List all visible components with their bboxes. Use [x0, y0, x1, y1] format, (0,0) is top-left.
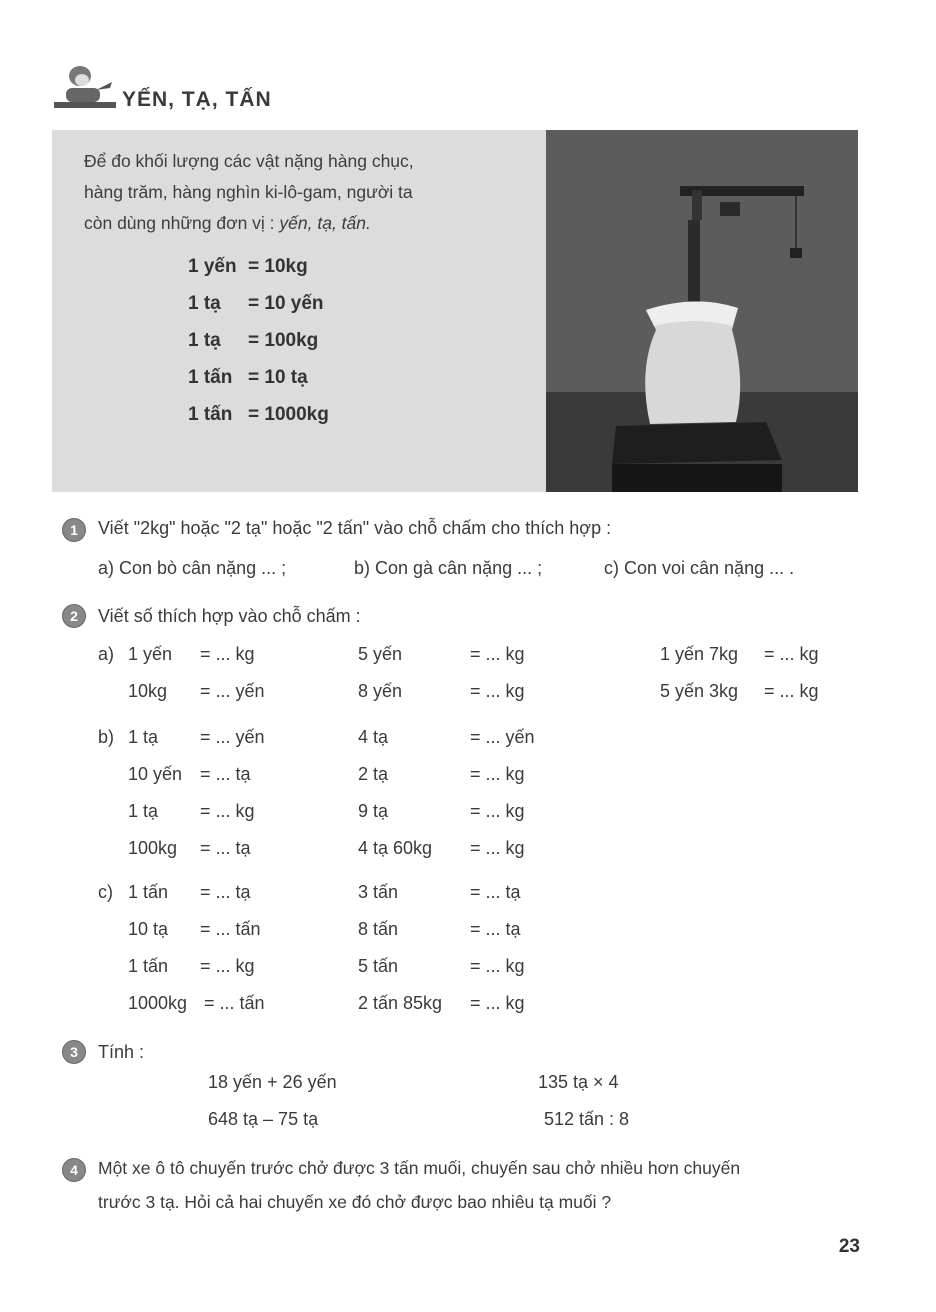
- unit-rhs: = 1000kg: [248, 404, 329, 425]
- cell: = ... yến: [470, 727, 535, 747]
- exercise-1-number-icon: 1: [62, 518, 86, 542]
- cell: = ... kg: [200, 801, 255, 821]
- cell: = ... kg: [470, 764, 525, 784]
- exercise-3-item: 512 tấn : 8: [544, 1109, 630, 1129]
- exercise-3-prompt: Tính :: [98, 1042, 145, 1062]
- exercise-3-item: 18 yến + 26 yến: [208, 1072, 337, 1092]
- cell: 4 tạ: [358, 727, 389, 747]
- cell: 1 yến 7kg: [660, 644, 739, 664]
- cell: = ... yến: [200, 681, 265, 701]
- cell: 10 tạ: [128, 919, 169, 939]
- intro-line-3-plain: còn dùng những đơn vị :: [84, 213, 280, 233]
- cell: = ... kg: [470, 838, 525, 858]
- cell: 4 tạ 60kg: [358, 838, 433, 858]
- exercise-1-a: a) Con bò cân nặng ... ;: [98, 558, 287, 578]
- cell: 1 tấn: [128, 882, 169, 902]
- page-title: YẾN, TẠ, TẤN: [122, 88, 272, 111]
- exercise-1-b: b) Con gà cân nặng ... ;: [354, 558, 543, 578]
- cell: 5 tấn: [358, 956, 399, 976]
- child-mascot-icon: [52, 62, 118, 114]
- cell: = ... kg: [470, 681, 525, 701]
- cell: 1000kg: [128, 993, 188, 1013]
- cell: = ... kg: [470, 801, 525, 821]
- unit-row: [188, 256, 308, 278]
- unit-row: [188, 404, 329, 426]
- page-number: 23: [838, 1236, 860, 1257]
- exercise-1-prompt: Viết "2kg" hoặc "2 tạ" hoặc "2 tấn" vào chỗ chấm cho thích hợp :: [98, 518, 612, 538]
- cell: = ... tạ: [200, 882, 251, 902]
- cell: = ... tấn: [200, 919, 261, 939]
- unit-lhs: 1 tạ: [188, 293, 221, 314]
- intro-line-2: hàng trăm, hàng nghìn ki-lô-gam, người ta: [84, 182, 413, 202]
- intro-line-1: Để đo khối lượng các vật nặng hàng chục,: [84, 151, 414, 171]
- cell: 3 tấn: [358, 882, 399, 902]
- cell: 10 yến: [128, 764, 183, 784]
- unit-rhs: = 100kg: [248, 330, 319, 351]
- exercise-3-item: 135 tạ × 4: [538, 1072, 619, 1092]
- cell: = ... tạ: [200, 838, 251, 858]
- unit-lhs: 1 tấn: [188, 404, 233, 425]
- exercise-2-number-icon: 2: [62, 604, 86, 628]
- cell: = ... kg: [200, 956, 255, 976]
- cell: 5 yến: [358, 644, 403, 664]
- cell: = ... kg: [764, 681, 819, 701]
- cell: = ... tạ: [470, 919, 521, 939]
- cell: 1 tạ: [128, 727, 159, 747]
- cell: = ... kg: [200, 644, 255, 664]
- unit-rhs: = 10 yến: [248, 293, 324, 314]
- intro-text: [84, 146, 524, 239]
- exercise-4-line-1: Một xe ô tô chuyến trước chở được 3 tấn muối, chuyến sau chở nhiều hơn chuyến: [98, 1158, 741, 1178]
- cell: = ... tấn: [204, 993, 265, 1013]
- scale-photo: [546, 130, 858, 492]
- cell: = ... tạ: [470, 882, 521, 902]
- unit-lhs: 1 tạ: [188, 330, 221, 351]
- unit-lhs: 1 yến: [188, 256, 237, 277]
- exercise-3-item: 648 tạ – 75 tạ: [208, 1109, 319, 1129]
- exercise-4-line-2: trước 3 tạ. Hỏi cả hai chuyến xe đó chở được bao nhiêu tạ muối ?: [98, 1192, 612, 1212]
- exercise-2c-label: c): [98, 882, 113, 902]
- cell: 100kg: [128, 838, 178, 858]
- exercise-2-prompt: Viết số thích hợp vào chỗ chấm :: [98, 606, 361, 626]
- unit-row: [188, 293, 324, 315]
- exercise-2b-label: b): [98, 727, 115, 747]
- exercise-3-number-icon: 3: [62, 1040, 86, 1064]
- cell: = ... kg: [470, 993, 525, 1013]
- cell: = ... kg: [470, 956, 525, 976]
- unit-rhs: = 10 tạ: [248, 367, 308, 388]
- cell: = ... yến: [200, 727, 265, 747]
- cell: 1 tấn: [128, 956, 169, 976]
- cell: 5 yến 3kg: [660, 681, 739, 701]
- unit-rhs: = 10kg: [248, 256, 308, 277]
- cell: 10kg: [128, 681, 168, 701]
- cell: = ... tạ: [200, 764, 251, 784]
- cell: 9 tạ: [358, 801, 389, 821]
- unit-row: [188, 367, 308, 389]
- cell: 8 tấn: [358, 919, 399, 939]
- cell: 2 tạ: [358, 764, 389, 784]
- cell: = ... kg: [764, 644, 819, 664]
- cell: 1 tạ: [128, 801, 159, 821]
- unit-row: [188, 330, 318, 352]
- exercise-1-c: c) Con voi cân nặng ... .: [604, 558, 795, 578]
- exercise-2a-label: a): [98, 644, 115, 664]
- cell: = ... kg: [470, 644, 525, 664]
- intro-units: yến, tạ, tấn.: [279, 213, 371, 233]
- unit-lhs: 1 tấn: [188, 367, 233, 388]
- cell: 8 yến: [358, 681, 403, 701]
- cell: 1 yến: [128, 644, 173, 664]
- cell: 2 tấn 85kg: [358, 993, 443, 1013]
- exercise-4-number-icon: 4: [62, 1158, 86, 1182]
- intro-line-3: [84, 208, 524, 239]
